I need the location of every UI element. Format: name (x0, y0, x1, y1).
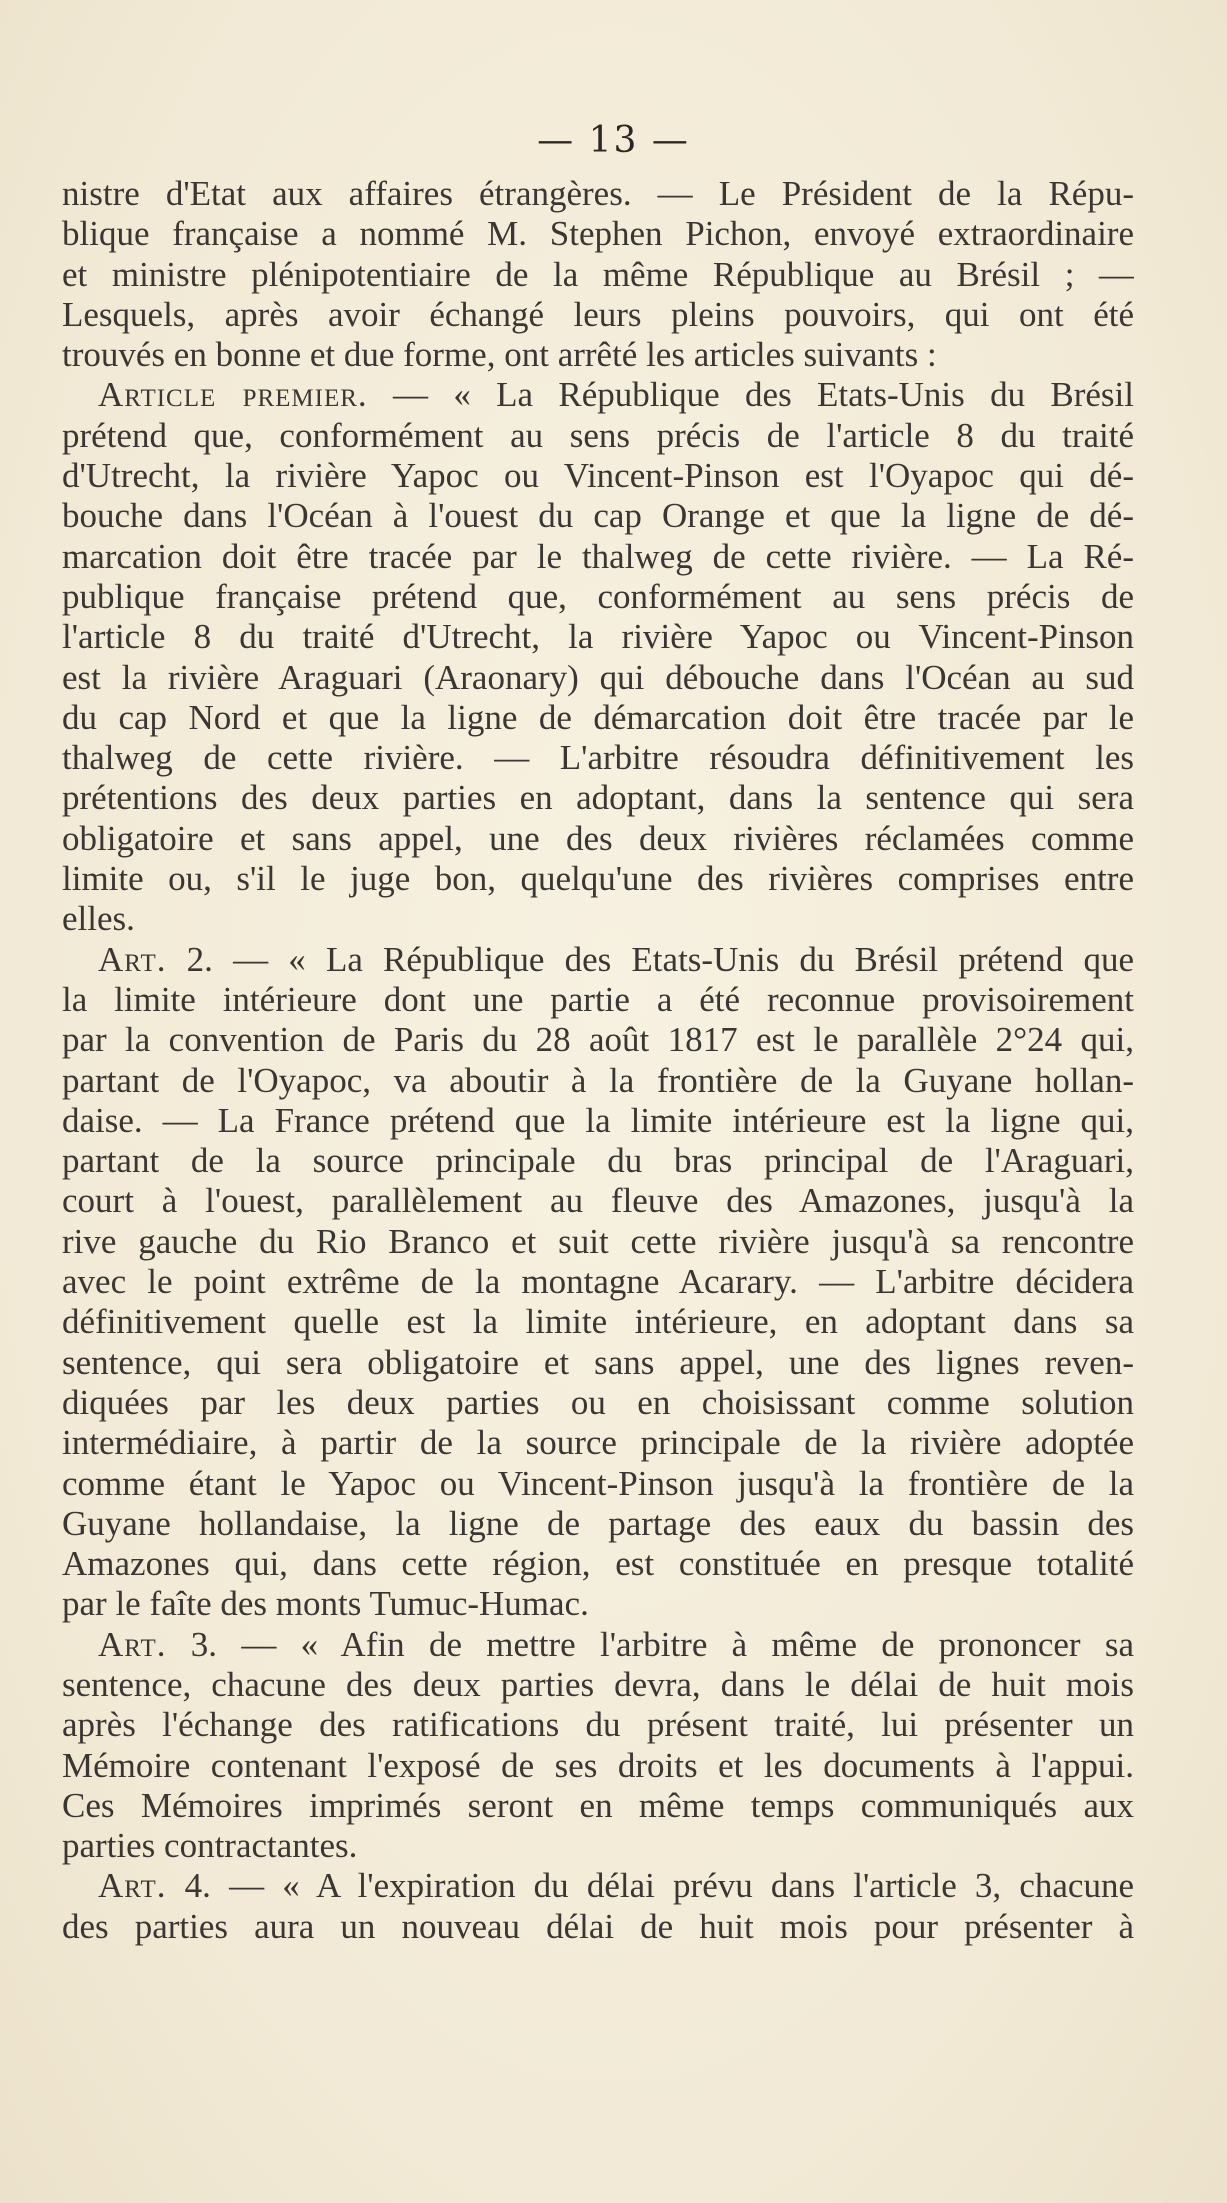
text-line (62, 1504, 1134, 1544)
line-text: est la rivière Araguari (Araonary) qui débouche dans l'Océan au sud (62, 657, 1134, 697)
line-text: définitivement quelle est la limite intérieure, en adoptant dans sa (62, 1302, 1134, 1342)
line-text: Guyane hollandaise, la ligne de partage des eaux du bassin des (62, 1503, 1134, 1543)
line-text: prétentions des deux parties en adoptant, dans la sentence qui sera (62, 778, 1134, 818)
line-text: et ministre plénipotentiaire de la même République au Brésil ; — (62, 254, 1134, 294)
line-text: rive gauche du Rio Branco et suit cette rivière jusqu'à sa rencontre (62, 1221, 1134, 1261)
text-line (62, 1826, 1134, 1866)
line-text: comme étant le Yapoc ou Vincent-Pinson jusqu'à la frontière de la (62, 1463, 1134, 1503)
text-line (62, 255, 1134, 295)
line-text: bouche dans l'Océan à l'ouest du cap Orange et que la ligne de dé- (62, 496, 1134, 536)
line-text: Mémoire contenant l'exposé de ses droits et les documents à l'appui. (62, 1745, 1134, 1785)
text-line (62, 1746, 1134, 1786)
page-number: — 13 — (537, 120, 690, 161)
text-line (62, 335, 1134, 375)
text-line (62, 1866, 1134, 1906)
line-text: Amazones qui, dans cette région, est constituée en presque totalité (62, 1544, 1134, 1584)
text-line (62, 214, 1134, 254)
line-text: 4. — « A l'expiration du délai prévu dans l'article 3, chacune (166, 1866, 1134, 1906)
text-line (62, 819, 1134, 859)
line-text: parties contractantes. (62, 1826, 358, 1866)
text-line (62, 1544, 1134, 1584)
text-line (62, 1020, 1134, 1060)
line-text: après l'échange des ratifications du présent traité, lui présenter un (62, 1705, 1134, 1745)
text-line (62, 375, 1134, 415)
text-line (62, 1222, 1134, 1262)
line-text: Ces Mémoires imprimés seront en même temps communiqués aux (62, 1785, 1134, 1825)
line-text: prétend que, conformément au sens précis de l'article 8 du traité (62, 415, 1134, 455)
text-line (62, 1665, 1134, 1705)
text-line (62, 980, 1134, 1020)
text-line (62, 698, 1134, 738)
text-line (62, 1705, 1134, 1745)
line-text: nistre d'Etat aux affaires étrangères. — Le Président de la Répu- (62, 174, 1134, 213)
text-line (62, 1464, 1134, 1504)
text-line (62, 617, 1134, 657)
text-line (62, 1423, 1134, 1463)
line-text: sentence, qui sera obligatoire et sans appel, une des lignes reven- (62, 1342, 1134, 1382)
text-line (62, 416, 1134, 456)
line-text: daise. — La France prétend que la limite intérieure est la ligne qui, (62, 1100, 1134, 1140)
text-line (62, 295, 1134, 335)
text-line (62, 577, 1134, 617)
line-text: avec le point extrême de la montagne Acarary. — L'arbitre décidera (62, 1262, 1134, 1302)
article-heading: Art. (98, 1624, 167, 1664)
text-line (62, 738, 1134, 778)
text-line (62, 537, 1134, 577)
line-text: du cap Nord et que la ligne de démarcation doit être tracée par le (62, 697, 1134, 737)
article-heading: Article premier. (98, 375, 368, 415)
line-text: la limite intérieure dont une partie a été reconnue provisoirement (62, 979, 1134, 1019)
text-line (62, 1141, 1134, 1181)
text-line (62, 1786, 1134, 1826)
text-line (62, 1101, 1134, 1141)
text-line (62, 1343, 1134, 1383)
line-text: marcation doit être tracée par le thalweg de cette rivière. — La Ré- (62, 536, 1134, 576)
text-line (62, 899, 1134, 939)
text-line (62, 456, 1134, 496)
text-line (62, 1584, 1134, 1624)
line-text: court à l'ouest, parallèlement au fleuve des Amazones, jusqu'à la (62, 1181, 1134, 1221)
line-text: — « La République des Etats-Unis du Brésil (367, 375, 1134, 415)
line-text: trouvés en bonne et due forme, ont arrêté les articles suivants : (62, 335, 937, 375)
text-line (62, 1181, 1134, 1221)
text-line (62, 1061, 1134, 1101)
line-text: blique française a nommé M. Stephen Pichon, envoyé extraordinaire (62, 214, 1134, 254)
line-text: partant de la source principale du bras principal de l'Araguari, (62, 1141, 1134, 1181)
text-line (62, 859, 1134, 899)
line-text: publique française prétend que, conformément au sens précis de (62, 576, 1134, 616)
line-text: par le faîte des monts Tumuc-Humac. (62, 1584, 589, 1624)
line-text: 3. — « Afin de mettre l'arbitre à même de prononcer sa (166, 1624, 1134, 1664)
line-text: sentence, chacune des deux parties devra, dans le délai de huit mois (62, 1664, 1134, 1704)
line-text: 2. — « La République des Etats-Unis du Brésil prétend que (166, 939, 1134, 979)
line-text: des parties aura un nouveau délai de huit mois pour présenter à (62, 1906, 1134, 1946)
text-line (62, 778, 1134, 818)
text-line (62, 1262, 1134, 1302)
text-line (62, 1383, 1134, 1423)
line-text: obligatoire et sans appel, une des deux rivières réclamées comme (62, 818, 1134, 858)
line-text: limite ou, s'il le juge bon, quelqu'une des rivières comprises entre (62, 859, 1134, 899)
text-line (62, 940, 1134, 980)
line-text: thalweg de cette rivière. — L'arbitre résoudra définitivement les (62, 738, 1134, 778)
line-text: par la convention de Paris du 28 août 1817 est le parallèle 2°24 qui, (62, 1020, 1134, 1060)
line-text: l'article 8 du traité d'Utrecht, la rivière Yapoc ou Vincent-Pinson (62, 617, 1134, 657)
line-text: elles. (62, 899, 135, 939)
line-text: diquées par les deux parties ou en choisissant comme solution (62, 1382, 1134, 1422)
line-text: partant de l'Oyapoc, va aboutir à la frontière de la Guyane hollan- (62, 1060, 1134, 1100)
text-line (62, 496, 1134, 536)
article-heading: Art. (98, 1866, 167, 1906)
body-text (62, 174, 1134, 1947)
text-line (62, 658, 1134, 698)
line-text: d'Utrecht, la rivière Yapoc ou Vincent-Pinson est l'Oyapoc qui dé- (62, 456, 1134, 496)
text-line (62, 174, 1134, 214)
text-line (62, 1907, 1134, 1947)
text-line (62, 1625, 1134, 1665)
line-text: Lesquels, après avoir échangé leurs pleins pouvoirs, qui ont été (62, 294, 1134, 334)
line-text: intermédiaire, à partir de la source principale de la rivière adoptée (62, 1423, 1134, 1463)
text-line (62, 1302, 1134, 1342)
article-heading: Art. (98, 939, 167, 979)
